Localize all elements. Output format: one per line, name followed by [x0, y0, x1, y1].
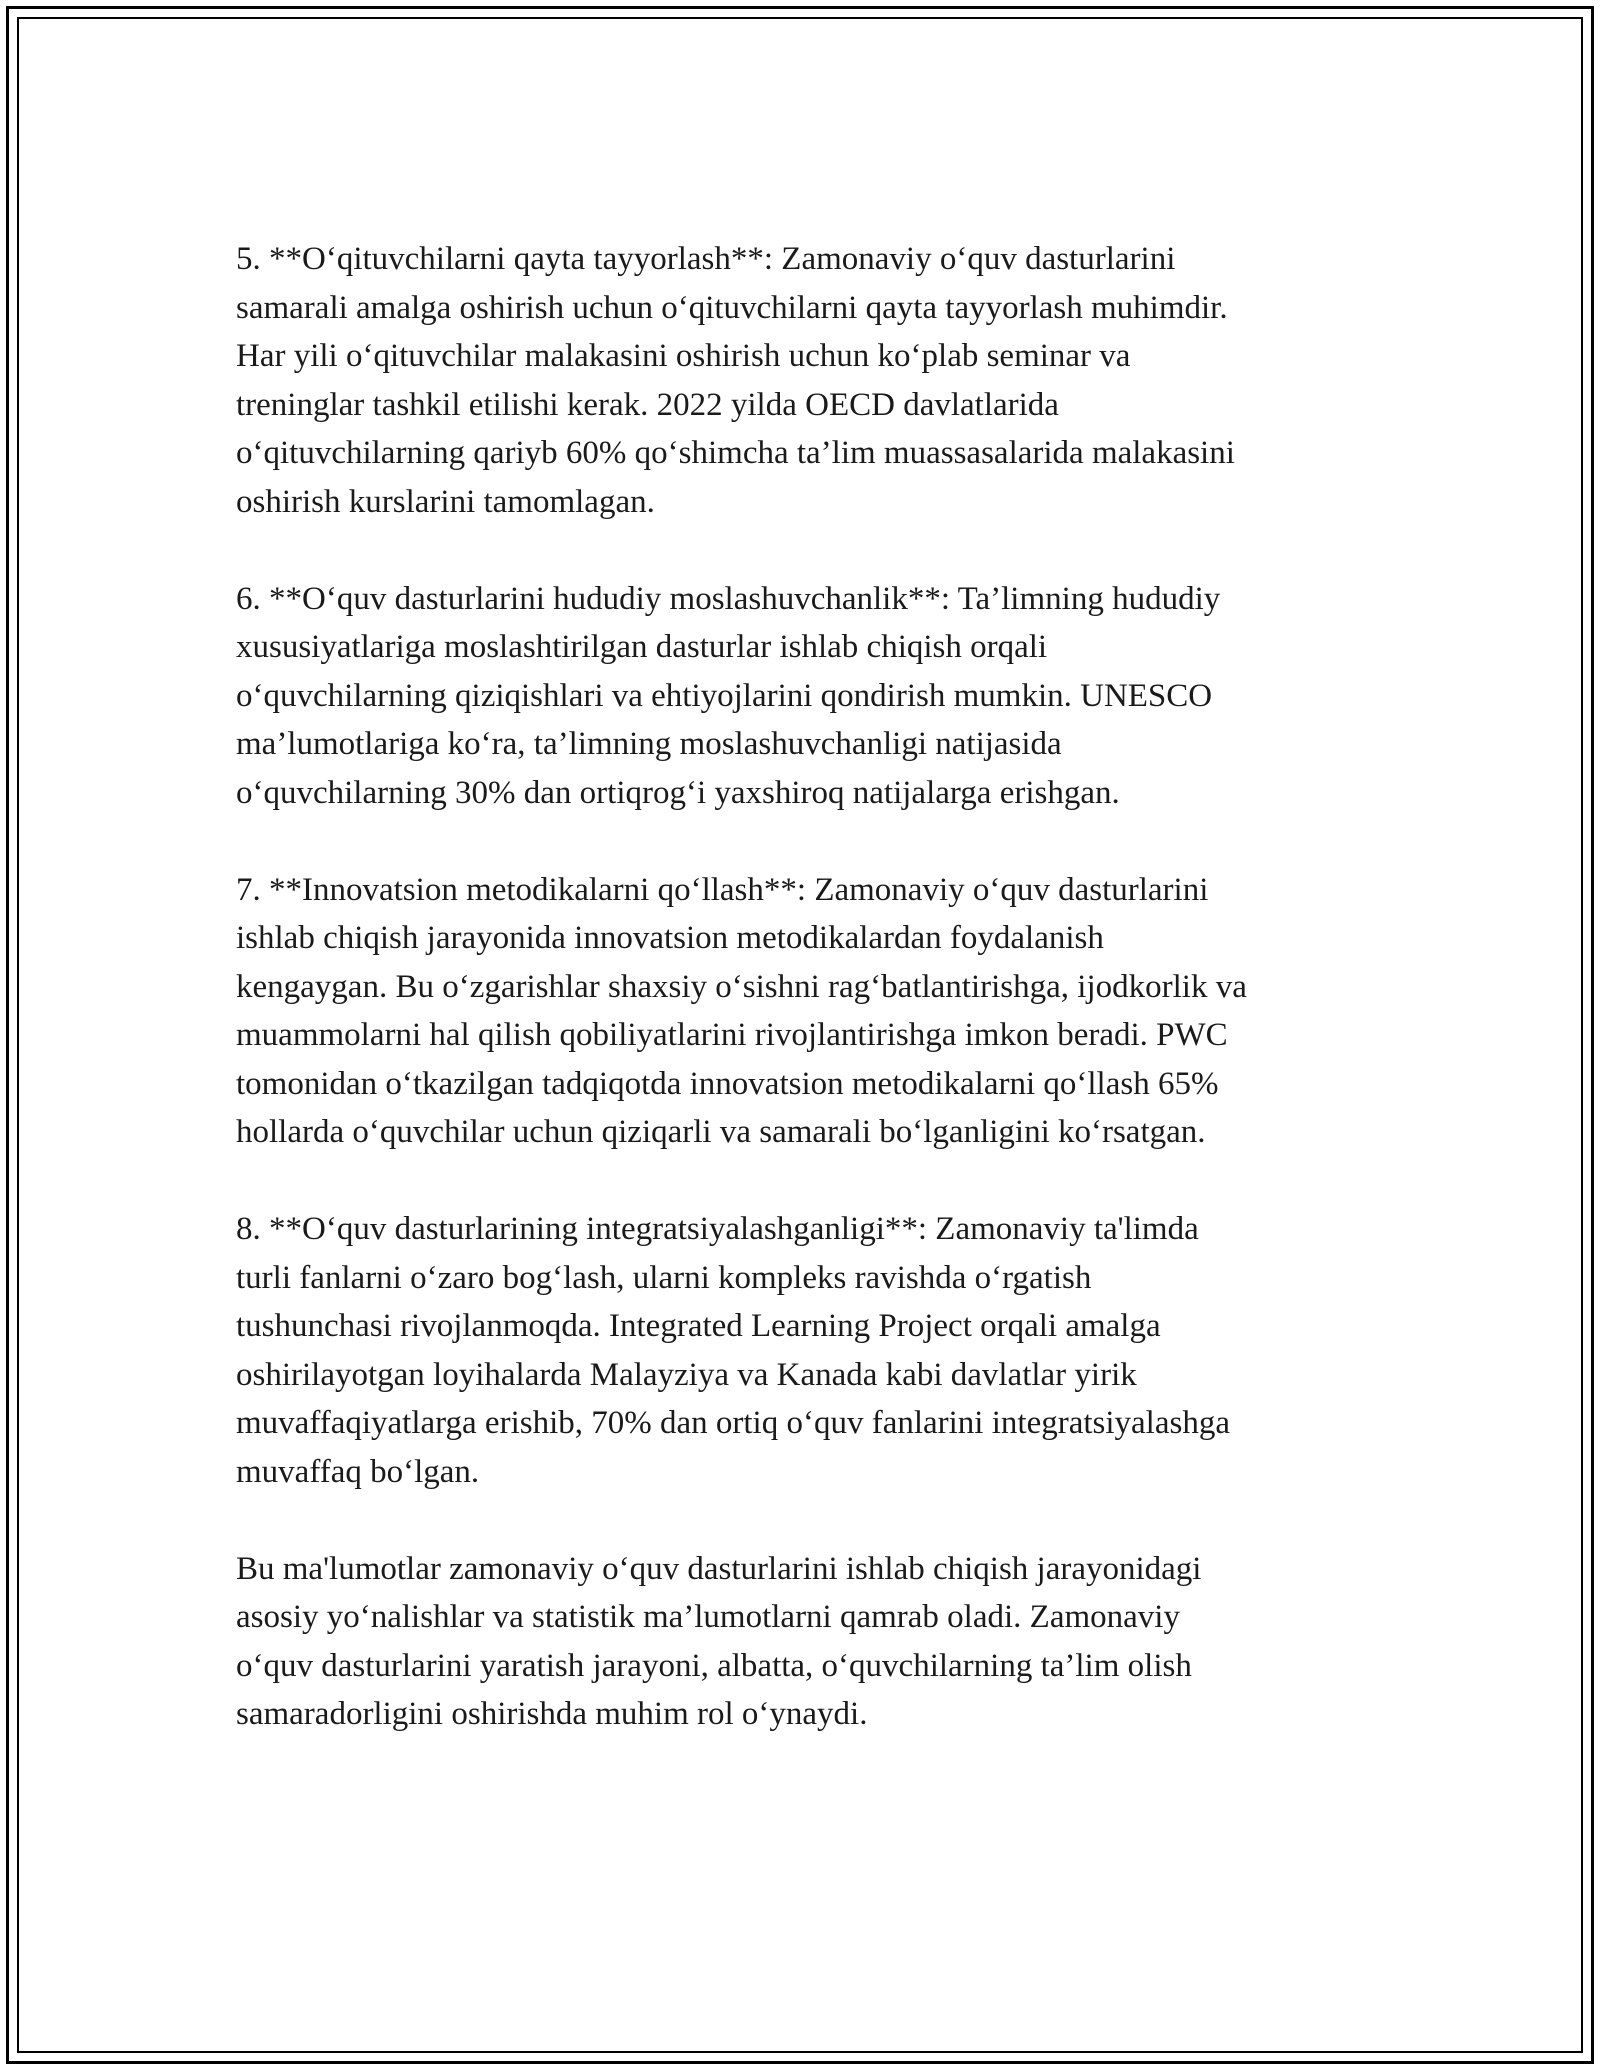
text-line: o‘quvchilarning qiziqishlari va ehtiyojlarini qondirish mumkin. UNESCO [236, 677, 1213, 714]
text-line: hollarda o‘quvchilar uchun qiziqarli va samarali bo‘lganligini ko‘rsatgan. [236, 1114, 1206, 1150]
text-line: xususiyatlariga moslashtirilgan dasturlar ishlab chiqish orqali [236, 629, 1048, 665]
text-line: muvaffaqiyatlarga erishib, 70% dan ortiq o‘quv fanlarini integratsiyalashga [236, 1405, 1230, 1441]
text-line: tushunchasi rivojlanmoqda. Integrated Learning Project orqali amalga [236, 1308, 1161, 1344]
paragraph-7-innovative-methods [236, 866, 1366, 1157]
text-line: 7. **Innovatsion metodikalarni qo‘llash**: Zamonaviy o‘quv dasturlarini [236, 871, 1209, 908]
text-line: kengaygan. Bu o‘zgarishlar shaxsiy o‘sishni rag‘batlantirishga, ijodkorlik va [236, 968, 1247, 1005]
text-line: samaradorligini oshirishda muhim rol o‘ynaydi. [236, 1696, 868, 1732]
text-line: tomonidan o‘tkazilgan tadqiqotda innovatsion metodikalarni qo‘llash 65% [236, 1065, 1219, 1102]
text-line: Har yili o‘qituvchilar malakasini oshirish uchun ko‘plab seminar va [236, 338, 1131, 374]
text-line: asosiy yo‘nalishlar va statistik ma’lumotlarni qamrab oladi. Zamonaviy [236, 1599, 1180, 1635]
text-line: 5. **O‘qituvchilarni qayta tayyorlash**: Zamonaviy o‘quv dasturlarini [236, 241, 1176, 277]
text-line: muvaffaq bo‘lgan. [236, 1453, 480, 1490]
paragraph-6-regional-adaptability [236, 575, 1366, 818]
text-line: oshirish kurslarini tamomlagan. [236, 483, 655, 520]
text-line: samarali amalga oshirish uchun o‘qituvchilarni qayta tayyorlash muhimdir. [236, 289, 1228, 326]
paragraph-conclusion [236, 1545, 1366, 1739]
paragraph-8-curriculum-integration [236, 1205, 1366, 1496]
text-line: ishlab chiqish jarayonida innovatsion metodikalardan foydalanish [236, 920, 1104, 956]
text-line: treninglar tashkil etilishi kerak. 2022 yilda OECD davlatlarida [236, 386, 1059, 423]
text-line: 8. **O‘quv dasturlarining integratsiyalashganligi**: Zamonaviy ta'limda [236, 1211, 1199, 1247]
text-line: ma’lumotlariga ko‘ra, ta’limning moslashuvchanligi natijasida [236, 726, 1062, 762]
text-line: o‘quv dasturlarini yaratish jarayoni, albatta, o‘quvchilarning ta’lim olish [236, 1647, 1192, 1684]
text-line: Bu ma'lumotlar zamonaviy o‘quv dasturlarini ishlab chiqish jarayonidagi [236, 1550, 1202, 1587]
document-body [236, 235, 1366, 1787]
text-line: o‘quvchilarning 30% dan ortiqrog‘i yaxshiroq natijalarga erishgan. [236, 774, 1120, 811]
text-line: turli fanlarni o‘zaro bog‘lash, ularni kompleks ravishda o‘rgatish [236, 1259, 1092, 1296]
paragraph-5-teacher-retraining [236, 235, 1366, 526]
text-line: o‘qituvchilarning qariyb 60% qo‘shimcha ta’lim muassasalarida malakasini [236, 435, 1235, 471]
text-line: oshirilayotgan loyihalarda Malayziya va Kanada kabi davlatlar yirik [236, 1356, 1137, 1393]
text-line: muammolarni hal qilish qobiliyatlarini rivojlantirishga imkon beradi. PWC [236, 1017, 1228, 1053]
text-line: 6. **O‘quv dasturlarini hududiy moslashuvchanlik**: Ta’limning hududiy [236, 580, 1221, 617]
